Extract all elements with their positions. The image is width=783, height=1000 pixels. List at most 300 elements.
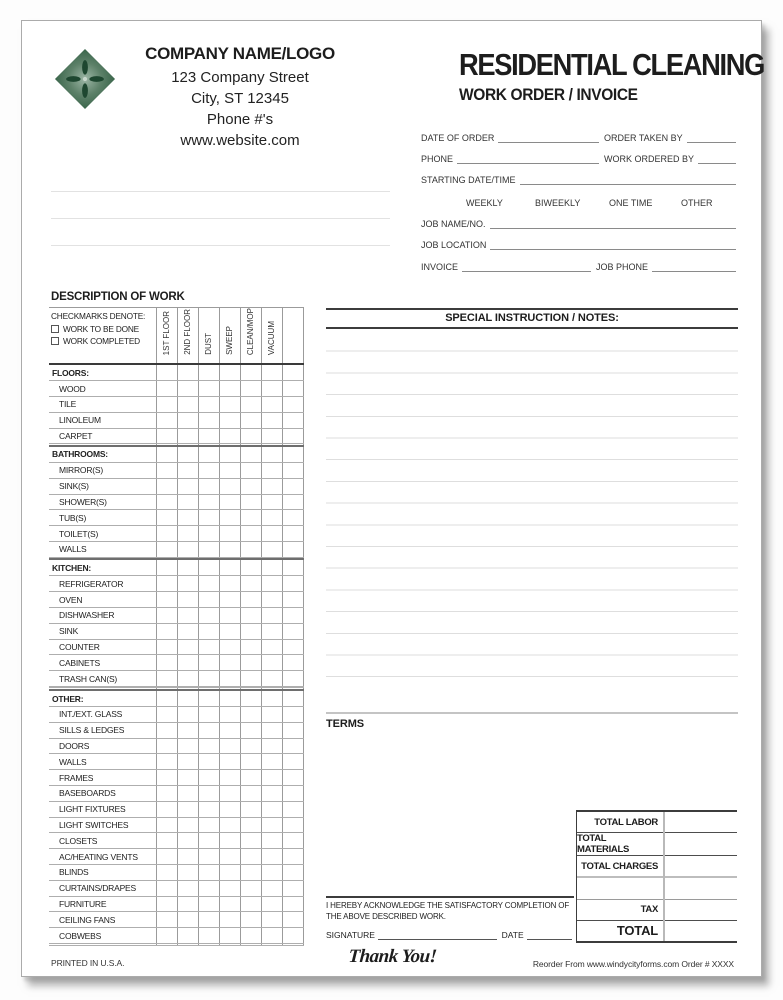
work-row	[49, 770, 304, 786]
check-cell	[198, 655, 219, 671]
check-cell	[241, 690, 262, 707]
check-cell	[219, 478, 240, 494]
check-cell	[156, 592, 177, 608]
work-row-label: SILLS & LEDGES	[49, 722, 156, 738]
check-cell	[219, 655, 240, 671]
check-cell	[241, 817, 262, 833]
check-cell	[241, 770, 262, 786]
check-cell	[262, 754, 283, 770]
check-cell	[177, 707, 198, 723]
check-cell	[177, 608, 198, 624]
work-row-label: COBWEBS	[49, 928, 156, 944]
check-cell	[198, 576, 219, 592]
check-cell	[198, 786, 219, 802]
work-column-header-label: VACUUM	[267, 321, 277, 356]
check-cell	[241, 849, 262, 865]
check-cell	[262, 786, 283, 802]
check-cell	[177, 446, 198, 463]
work-row-label: REFRIGERATOR	[49, 576, 156, 592]
totals-row	[577, 921, 737, 941]
check-cell	[262, 428, 283, 444]
totals-row-label	[577, 878, 663, 898]
work-row-label: FURNITURE	[49, 896, 156, 912]
check-cell	[262, 412, 283, 428]
check-cell	[262, 849, 283, 865]
check-cell	[283, 655, 304, 671]
check-cell	[177, 364, 198, 381]
check-cell	[177, 690, 198, 707]
check-cell	[156, 639, 177, 655]
check-cell	[198, 478, 219, 494]
work-column-header	[198, 308, 219, 365]
totals-row-value-blank	[663, 921, 737, 941]
check-cell	[283, 865, 304, 881]
check-cell	[156, 623, 177, 639]
order-taken-by-label: ORDER TAKEN BY	[604, 133, 683, 143]
check-cell	[198, 462, 219, 478]
check-cell	[283, 786, 304, 802]
check-cell	[156, 412, 177, 428]
job-location-label: JOB LOCATION	[421, 240, 487, 250]
check-cell	[219, 707, 240, 723]
job-name-field	[421, 219, 736, 229]
job-phone-label: JOB PHONE	[596, 262, 649, 272]
check-cell	[262, 381, 283, 397]
check-cell	[156, 880, 177, 896]
check-cell	[198, 396, 219, 412]
check-cell	[198, 880, 219, 896]
work-ordered-by-field	[599, 154, 736, 164]
frequency-weekly: WEEKLY	[466, 198, 503, 208]
check-cell	[241, 510, 262, 526]
work-row-label: LIGHT SWITCHES	[49, 817, 156, 833]
check-cell	[219, 576, 240, 592]
check-cell	[241, 576, 262, 592]
check-cell	[156, 608, 177, 624]
check-cell	[283, 671, 304, 687]
field-row-5	[421, 238, 736, 250]
checkbox-icon	[51, 337, 59, 345]
check-cell	[156, 478, 177, 494]
check-cell	[177, 770, 198, 786]
work-row	[49, 592, 304, 608]
date-label: DATE	[501, 930, 524, 940]
work-ordered-by-blank	[698, 163, 736, 164]
check-cell	[198, 381, 219, 397]
work-row	[49, 849, 304, 865]
check-cell	[156, 364, 177, 381]
check-cell	[177, 833, 198, 849]
check-cell	[219, 639, 240, 655]
check-cell	[198, 559, 219, 576]
work-section-row	[49, 446, 304, 463]
work-row-label: FRAMES	[49, 770, 156, 786]
check-cell	[262, 576, 283, 592]
work-row	[49, 912, 304, 928]
job-name-blank	[490, 228, 736, 229]
totals-row	[577, 856, 737, 878]
totals-row-value-blank	[663, 833, 737, 855]
work-row	[49, 928, 304, 944]
work-column-header	[241, 308, 262, 365]
check-cell	[283, 690, 304, 707]
work-row	[49, 462, 304, 478]
check-cell	[283, 428, 304, 444]
check-cell	[241, 526, 262, 542]
check-cell	[156, 722, 177, 738]
work-column-header-label: CLEAN/MOP	[246, 308, 256, 356]
check-cell	[219, 928, 240, 944]
check-cell	[198, 849, 219, 865]
check-cell	[283, 722, 304, 738]
work-row-label: TUB(S)	[49, 510, 156, 526]
check-cell	[156, 446, 177, 463]
totals-row-label: TOTAL MATERIALS	[577, 833, 630, 856]
check-cell	[177, 912, 198, 928]
check-cell	[198, 770, 219, 786]
work-table-header-row	[49, 308, 304, 365]
check-cell	[198, 817, 219, 833]
work-section-row	[49, 690, 304, 707]
work-row-label: TRASH CAN(S)	[49, 671, 156, 687]
acknowledgement-block	[326, 896, 574, 943]
check-cell	[283, 559, 304, 576]
description-of-work-table	[49, 307, 304, 946]
check-cell	[156, 801, 177, 817]
check-cell	[177, 754, 198, 770]
check-cell	[177, 865, 198, 881]
work-row	[49, 576, 304, 592]
check-cell	[177, 428, 198, 444]
check-cell	[283, 770, 304, 786]
starting-datetime-label: STARTING DATE/TIME	[421, 175, 516, 185]
check-cell	[177, 655, 198, 671]
check-cell	[198, 912, 219, 928]
terms-divider-line	[326, 712, 738, 714]
check-cell	[262, 655, 283, 671]
check-cell	[241, 541, 262, 557]
work-row-label: FLOORS:	[49, 364, 156, 381]
check-cell	[241, 786, 262, 802]
check-cell	[283, 592, 304, 608]
work-row	[49, 833, 304, 849]
check-cell	[262, 396, 283, 412]
legend-heading: CHECKMARKS DENOTE:	[51, 311, 146, 321]
customer-line-1	[51, 191, 390, 192]
work-row-label: WALLS	[49, 541, 156, 557]
check-cell	[198, 671, 219, 687]
check-cell	[198, 364, 219, 381]
check-cell	[177, 928, 198, 944]
check-cell	[283, 623, 304, 639]
checkmarks-legend	[49, 308, 156, 365]
starting-datetime-field	[421, 175, 736, 185]
check-cell	[283, 833, 304, 849]
check-cell	[219, 364, 240, 381]
form-title-block	[459, 47, 765, 105]
work-column-header-label: 2ND FLOOR	[182, 309, 192, 356]
check-cell	[283, 754, 304, 770]
check-cell	[283, 510, 304, 526]
check-cell	[219, 412, 240, 428]
check-cell	[156, 510, 177, 526]
job-location-field	[421, 240, 736, 250]
work-row-label: LIGHT FIXTURES	[49, 801, 156, 817]
check-cell	[156, 817, 177, 833]
check-cell	[177, 801, 198, 817]
work-row-label: SHOWER(S)	[49, 494, 156, 510]
work-column-header-label: DUST	[203, 333, 213, 356]
check-cell	[156, 754, 177, 770]
check-cell	[241, 912, 262, 928]
check-cell	[219, 817, 240, 833]
check-cell	[198, 754, 219, 770]
work-row-label: SINK	[49, 623, 156, 639]
work-row	[49, 801, 304, 817]
check-cell	[156, 690, 177, 707]
check-cell	[219, 671, 240, 687]
check-cell	[219, 833, 240, 849]
totals-row-label: TOTAL	[616, 923, 658, 939]
check-cell	[177, 412, 198, 428]
field-row-6	[421, 260, 736, 272]
frequency-onetime: ONE TIME	[609, 198, 653, 208]
customer-line-3	[51, 245, 390, 246]
check-cell	[241, 364, 262, 381]
work-row	[49, 494, 304, 510]
check-cell	[219, 526, 240, 542]
check-cell	[198, 494, 219, 510]
check-cell	[156, 494, 177, 510]
work-row	[49, 865, 304, 881]
check-cell	[241, 639, 262, 655]
totals-row-value-blank	[663, 900, 737, 920]
printed-in-usa-text: PRINTED IN U.S.A.	[51, 958, 125, 968]
check-cell	[241, 608, 262, 624]
check-cell	[198, 623, 219, 639]
work-row	[49, 412, 304, 428]
check-cell	[241, 722, 262, 738]
check-cell	[177, 396, 198, 412]
phone-blank	[457, 163, 599, 164]
checkbox-icon	[51, 325, 59, 333]
check-cell	[283, 738, 304, 754]
check-cell	[262, 608, 283, 624]
company-street: 123 Company Street	[171, 69, 309, 86]
check-cell	[219, 754, 240, 770]
starting-datetime-blank	[520, 184, 736, 185]
check-cell	[156, 655, 177, 671]
check-cell	[241, 833, 262, 849]
signature-label: SIGNATURE	[326, 930, 375, 940]
check-cell	[241, 381, 262, 397]
check-cell	[219, 462, 240, 478]
check-cell	[262, 478, 283, 494]
totals-row-value-blank	[663, 856, 737, 876]
work-row-label: CURTAINS/DRAPES	[49, 880, 156, 896]
work-row	[49, 880, 304, 896]
check-cell	[283, 928, 304, 944]
check-cell	[241, 494, 262, 510]
check-cell	[219, 865, 240, 881]
work-row	[49, 428, 304, 444]
check-cell	[156, 833, 177, 849]
customer-line-2	[51, 218, 390, 219]
check-cell	[177, 541, 198, 557]
check-cell	[219, 896, 240, 912]
field-row-4	[421, 217, 736, 229]
work-row-label: BATHROOMS:	[49, 446, 156, 463]
check-cell	[156, 707, 177, 723]
legend-done-row	[51, 336, 154, 346]
phone-field	[421, 154, 599, 164]
check-cell	[262, 592, 283, 608]
check-cell	[219, 849, 240, 865]
field-row-3	[421, 173, 736, 185]
check-cell	[177, 738, 198, 754]
job-phone-field	[591, 262, 736, 272]
work-row-label: KITCHEN:	[49, 559, 156, 576]
check-cell	[156, 786, 177, 802]
phone-label: PHONE	[421, 154, 454, 164]
check-cell	[177, 896, 198, 912]
check-cell	[219, 510, 240, 526]
check-cell	[198, 896, 219, 912]
work-row-label: TILE	[49, 396, 156, 412]
check-cell	[177, 494, 198, 510]
frequency-other: OTHER	[681, 198, 713, 208]
company-website: www.website.com	[180, 132, 300, 149]
check-cell	[241, 559, 262, 576]
check-cell	[262, 865, 283, 881]
check-cell	[198, 639, 219, 655]
company-name: COMPANY NAME/LOGO	[145, 44, 335, 63]
check-cell	[262, 494, 283, 510]
totals-row	[577, 833, 737, 856]
check-cell	[241, 707, 262, 723]
check-cell	[283, 801, 304, 817]
check-cell	[198, 608, 219, 624]
check-cell	[283, 817, 304, 833]
work-row	[49, 896, 304, 912]
date-of-order-label: DATE OF ORDER	[421, 133, 495, 143]
work-section-row	[49, 559, 304, 576]
check-cell	[156, 896, 177, 912]
thank-you-text: Thank You!	[347, 946, 438, 967]
work-row-label: COUNTER	[49, 639, 156, 655]
check-cell	[156, 559, 177, 576]
signature-blank	[378, 939, 497, 940]
check-cell	[283, 364, 304, 381]
check-cell	[198, 412, 219, 428]
check-cell	[283, 526, 304, 542]
check-cell	[283, 396, 304, 412]
job-location-blank	[490, 249, 736, 250]
company-city: City, ST 12345	[191, 90, 289, 107]
check-cell	[283, 849, 304, 865]
check-cell	[262, 510, 283, 526]
check-cell	[262, 801, 283, 817]
notes-ruled-lines	[326, 330, 738, 698]
check-cell	[241, 865, 262, 881]
work-column-header	[177, 308, 198, 365]
check-cell	[177, 576, 198, 592]
check-cell	[262, 770, 283, 786]
totals-row	[577, 878, 737, 899]
description-of-work-title: DESCRIPTION OF WORK	[51, 291, 185, 303]
check-cell	[177, 786, 198, 802]
check-cell	[198, 592, 219, 608]
work-row-label: MIRROR(S)	[49, 462, 156, 478]
work-row	[49, 738, 304, 754]
signature-row	[326, 931, 572, 940]
check-cell	[198, 801, 219, 817]
check-cell	[241, 801, 262, 817]
check-cell	[177, 381, 198, 397]
work-row	[49, 478, 304, 494]
check-cell	[219, 912, 240, 928]
check-cell	[262, 671, 283, 687]
check-cell	[283, 412, 304, 428]
check-cell	[241, 880, 262, 896]
invoice-blank	[462, 271, 591, 272]
order-taken-by-field	[599, 133, 736, 143]
check-cell	[156, 865, 177, 881]
legend-done-label: WORK COMPLETED	[63, 336, 140, 346]
terms-label: TERMS	[326, 718, 365, 730]
work-row-label: AC/HEATING VENTS	[49, 849, 156, 865]
check-cell	[241, 478, 262, 494]
check-cell	[219, 801, 240, 817]
check-cell	[177, 722, 198, 738]
check-cell	[156, 738, 177, 754]
check-cell	[219, 770, 240, 786]
job-phone-blank	[652, 271, 736, 272]
form-title: RESIDENTIAL CLEANING	[459, 47, 765, 82]
work-order-form	[21, 20, 765, 977]
check-cell	[156, 671, 177, 687]
invoice-field	[421, 262, 591, 272]
special-instructions-header: SPECIAL INSTRUCTION / NOTES:	[326, 308, 738, 329]
check-cell	[198, 428, 219, 444]
work-row-label: DISHWASHER	[49, 608, 156, 624]
totals-row-value-blank	[663, 878, 737, 898]
check-cell	[219, 494, 240, 510]
check-cell	[177, 671, 198, 687]
invoice-label: INVOICE	[421, 262, 459, 272]
check-cell	[156, 541, 177, 557]
check-cell	[156, 396, 177, 412]
check-cell	[262, 639, 283, 655]
check-cell	[283, 576, 304, 592]
work-row-label: CEILING FANS	[49, 912, 156, 928]
check-cell	[177, 639, 198, 655]
check-cell	[219, 396, 240, 412]
work-row	[49, 707, 304, 723]
check-cell	[177, 478, 198, 494]
check-cell	[241, 428, 262, 444]
job-name-label: JOB NAME/NO.	[421, 219, 486, 229]
check-cell	[177, 462, 198, 478]
check-cell	[177, 849, 198, 865]
check-cell	[283, 462, 304, 478]
check-cell	[262, 896, 283, 912]
work-row-label: CARPET	[49, 428, 156, 444]
work-column-header	[156, 308, 177, 365]
check-cell	[177, 526, 198, 542]
check-cell	[156, 849, 177, 865]
check-cell	[198, 722, 219, 738]
